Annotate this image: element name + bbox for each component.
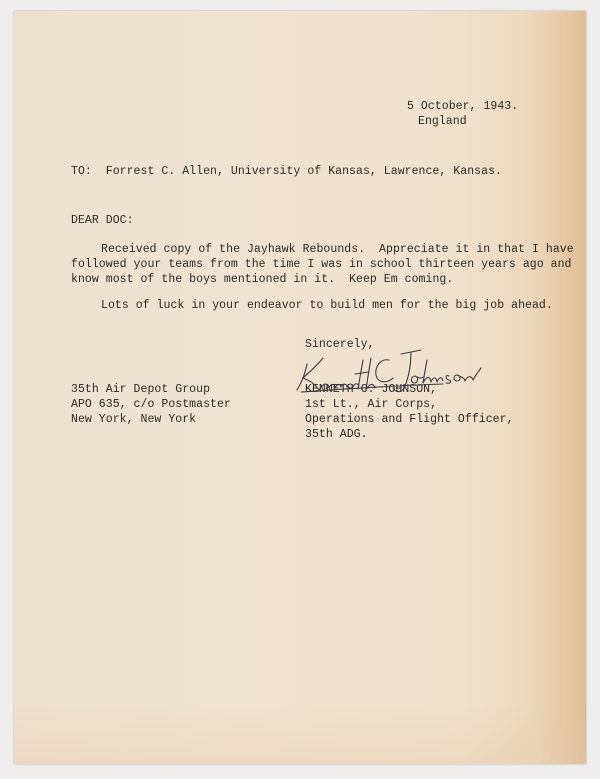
- recipient-line: TO: Forrest C. Allen, University of Kansas, Lawrence, Kansas.: [71, 165, 502, 178]
- return-address-line-2: APO 635, c/o Postmaster: [71, 398, 231, 411]
- body-paragraph-1-line-2: followed your teams from the time I was in school thirteen years ago and: [71, 258, 572, 271]
- closing: Sincerely,: [305, 338, 375, 351]
- salutation: DEAR DOC:: [71, 214, 134, 227]
- body-paragraph-1-line-1: Received copy of the Jayhawk Rebounds. Appreciate it in that I have: [101, 243, 574, 256]
- handwritten-signature: [293, 346, 483, 396]
- return-address-line-3: New York, New York: [71, 413, 197, 426]
- return-address-line-1: 35th Air Depot Group: [71, 383, 211, 396]
- signature-block-title: Operations and Flight Officer,: [305, 413, 514, 426]
- body-paragraph-1-line-3: know most of the boys mentioned in it. Keep Em coming.: [71, 273, 454, 286]
- signature-block-name: KENNETH C. JOHNSON,: [305, 383, 438, 396]
- letter-date: 5 October, 1943.: [407, 100, 519, 113]
- signature-block-unit: 35th ADG.: [305, 428, 368, 441]
- body-paragraph-2-line-1: Lots of luck in your endeavor to build men for the big job ahead.: [101, 299, 553, 312]
- letter-place: England: [418, 115, 467, 128]
- signature-block-rank: 1st Lt., Air Corps,: [305, 398, 438, 411]
